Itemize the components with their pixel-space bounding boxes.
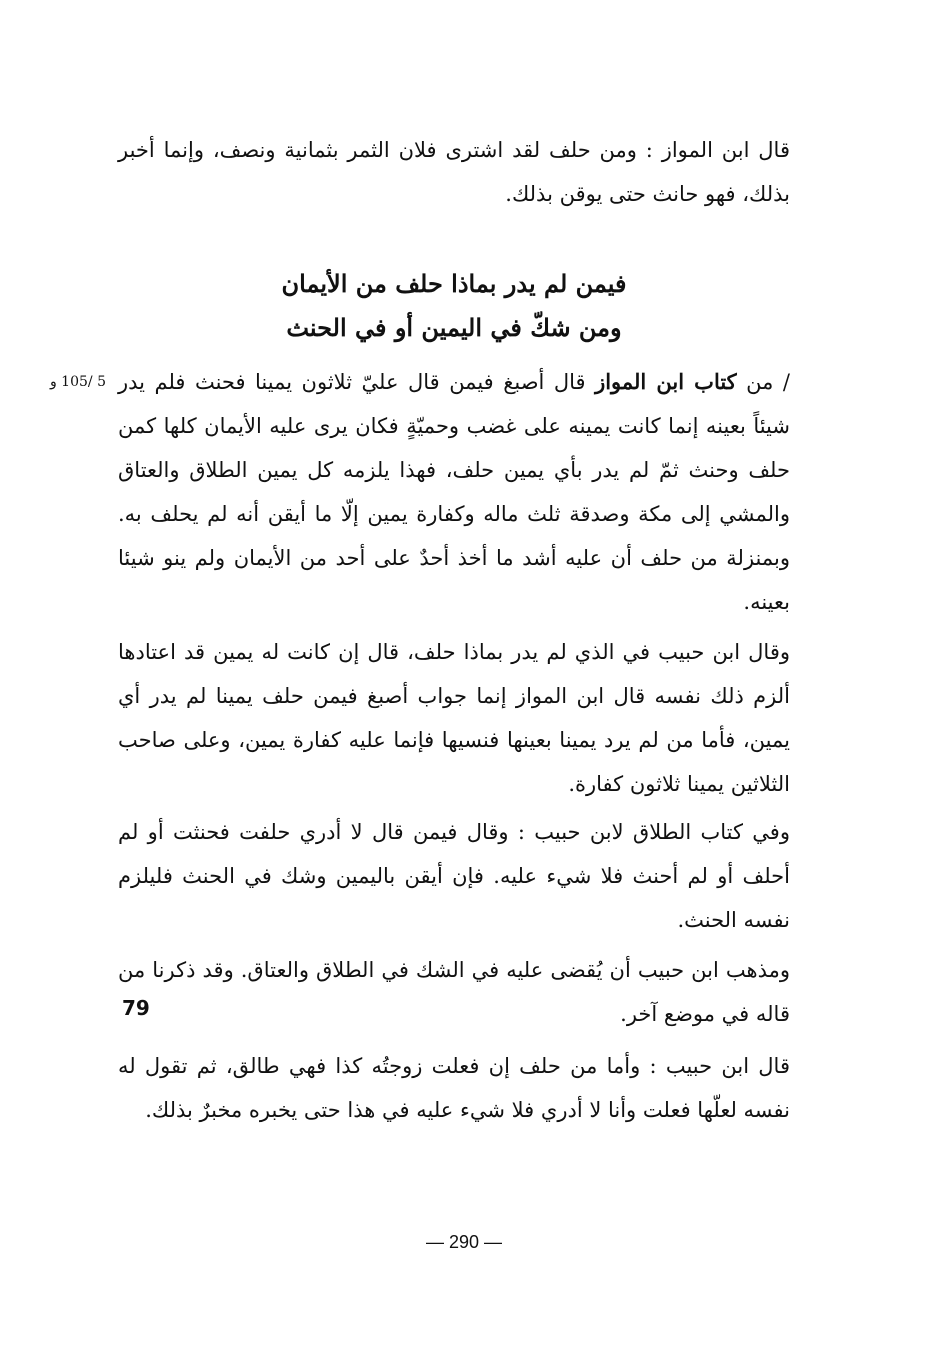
section-heading	[118, 262, 790, 350]
paragraph-5: ومذهب ابن حبيب أن يُقضى عليه في الشك في الطلاق والعتاق. وقد ذكرنا من قاله في موضع آخر.	[118, 958, 790, 1026]
paragraph-1: قال ابن المواز : ومن حلف لقد اشترى فلان الثمر بثمانية ونصف، وإنما أخبر بذلك، فهو حانث حتى يوقن بذلك.	[118, 138, 790, 206]
paragraph-4: وفي كتاب الطلاق لابن حبيب : وقال فيمن قال لا أدري حلفت فحنثت أو لم أحلف أو لم أحنث فلا شيء عليه. فإن أيقن باليمين وشك في الحنث فليلزم نفسه الحنث.	[118, 820, 790, 932]
paragraph-6: قال ابن حبيب : وأما من حلف إن فعلت زوجتُه كذا فهي طالق، ثم تقول له نفسه لعلّها فعلت وأنا لا أدري فلا شيء عليه في هذا حتى يخبره مخبرٌ بذلك.	[118, 1054, 790, 1122]
paragraph-2-source-bold: كتاب ابن المواز	[595, 369, 737, 394]
heading-line-2: ومن شكّ في اليمين أو في الحنث	[286, 313, 622, 342]
margin-folio-note: 5 /105 و	[49, 374, 106, 390]
heading-line-1: فيمن لم يدر بماذا حلف من الأيمان	[281, 269, 627, 298]
page-number: — 290 —	[425, 1232, 503, 1252]
note-number: 79	[122, 996, 150, 1020]
paragraph-3: وقال ابن حبيب في الذي لم يدر بماذا حلف، قال إن كانت له يمين قد اعتادها ألزم ذلك نفسه قال ابن المواز إنما جواب أصبغ فيمن حلف يمينا لم يدر أي يمين، فأما من لم يرد يمينا بعينها فنسيها فإنما عليه كفارة يمين، وعلى صاحب الثلاثين يمينا ثلاثون كفارة.	[118, 640, 790, 796]
paragraph-2-body: قال أصبغ فيمن قال عليّ ثلاثون يمينا فحنث فلم يدر شيئاً بعينه إنما كانت يمينه على غضب وحميّةٍ فكان يرى عليه الأيمان كلها كمن حلف وحنث ثمّ لم يدر بأي يمين حلف، فهذا يلزمه كل يمين الطلاق والعتاق والمشي إلى مكة وصدقة ثلث ماله وكفارة يمين إلّا ما أيقن أنه لم يحلف به. وبمنزلة من حلف أن عليه أشد ما أخذ أحدٌ على أحد من الأيمان ولم ينو شيئا بعينه.	[118, 370, 790, 614]
paragraph-2	[118, 360, 790, 624]
paragraph-2-prefix: / من	[736, 370, 790, 394]
